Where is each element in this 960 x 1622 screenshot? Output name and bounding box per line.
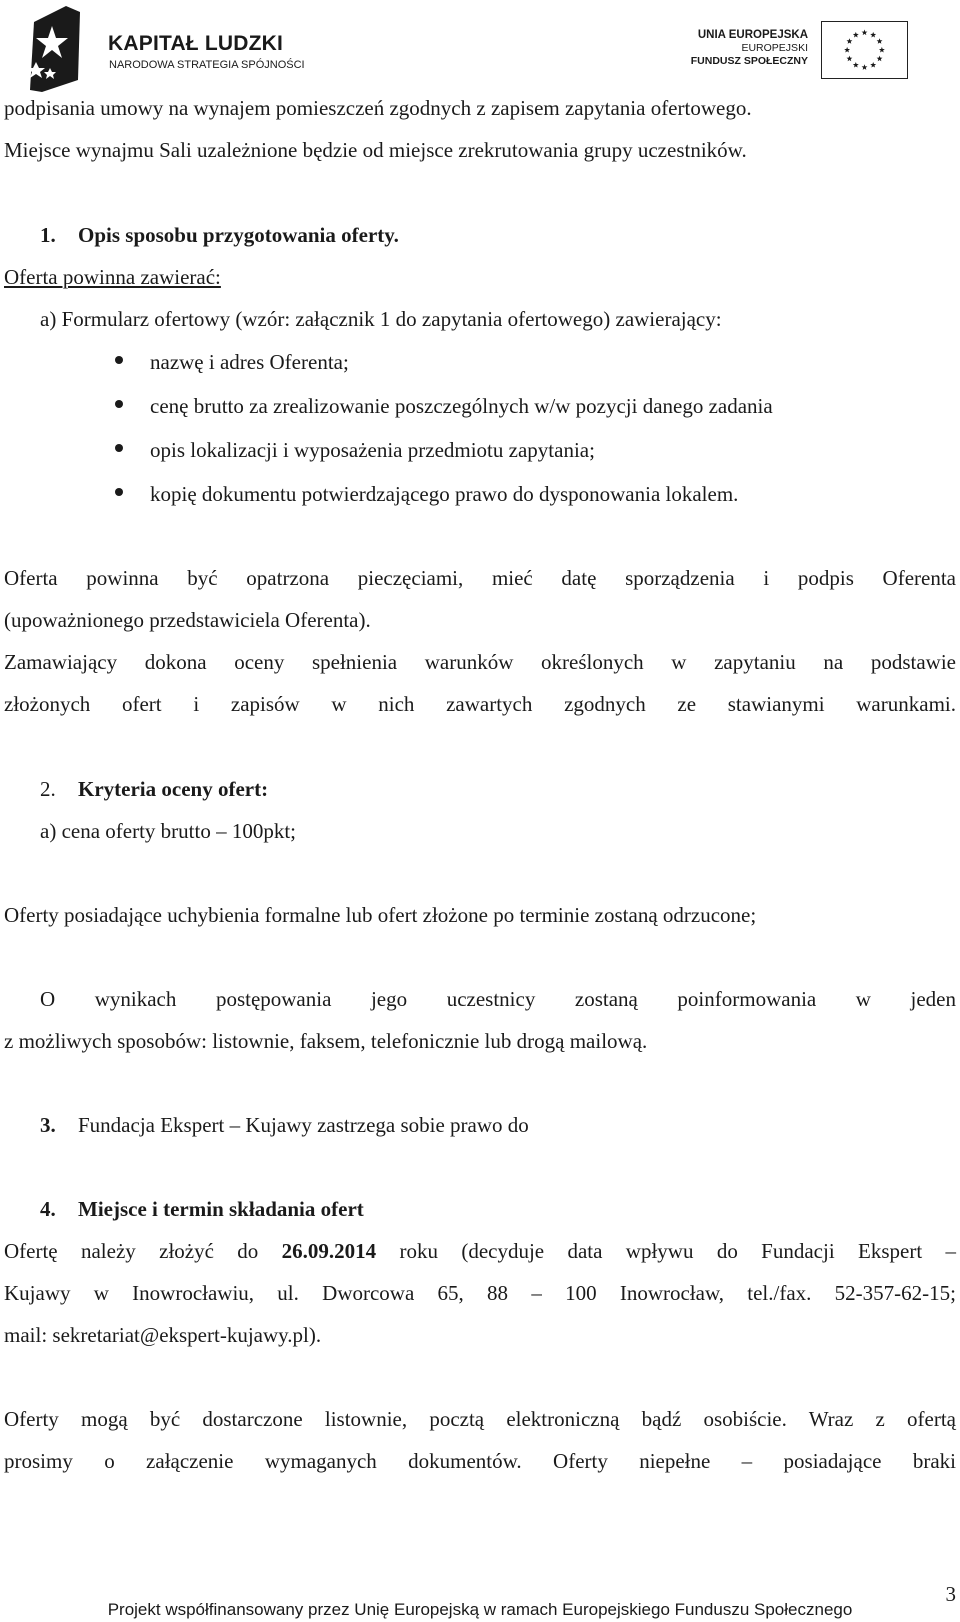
eu-star-icon: [879, 47, 885, 53]
section-1-title: Opis sposobu przygotowania oferty.: [78, 223, 399, 247]
eu-star-icon: [853, 32, 859, 38]
list-item: cenę brutto za zrealizowanie poszczególnych w/w pozycji danego zadania: [150, 394, 773, 418]
eu-logo-text: [691, 28, 808, 68]
page-footer: Projekt współfinansowany przez Unię Europejską w ramach Europejskiego Funduszu Społecznego: [107, 1600, 853, 1619]
section-1-subheading-text: Oferta powinna zawierać:: [4, 265, 221, 289]
paragraph-4-line-1: O wynikach postępowania jego uczestnicy zostaną poinformowania w jeden: [40, 987, 956, 1011]
section-4-heading: [40, 1195, 956, 1223]
paragraph-6-line-1: Oferty mogą być dostarczone listownie, pocztą elektroniczną bądź osobiście. Wraz z ofertą: [4, 1407, 956, 1431]
eu-star-icon: [870, 62, 876, 68]
eu-star-icon: [844, 47, 850, 53]
paragraph-1-line-2: (upoważnionego przedstawiciela Oferenta).: [4, 608, 371, 632]
section-3: [40, 1111, 956, 1139]
bullet-dot: [115, 488, 123, 496]
bullet-dot: [115, 356, 123, 364]
eu-star-icon: [877, 38, 883, 44]
section-2-item-a: a) cena oferty brutto – 100pkt;: [40, 819, 296, 843]
section-4-title: Miejsce i termin składania ofert: [78, 1197, 364, 1221]
logo-title: KAPITAŁ LUDZKI: [108, 32, 284, 55]
paragraph-5-pre: Ofertę należy złożyć do: [4, 1239, 259, 1263]
paragraph-3: Oferty posiadające uchybienia formalne lub ofert złożone po terminie zostaną odrzucone;: [4, 903, 757, 927]
paragraph-5-line-1: [4, 1237, 956, 1265]
paragraph-6-line-2: prosimy o załączenie wymaganych dokumentów. Oferty niepełne – posiadające braki: [4, 1449, 956, 1473]
section-1-subheading: [4, 263, 956, 291]
eu-star-icon: [877, 56, 883, 62]
page-number: 3: [945, 1582, 956, 1606]
paragraph-5-post: roku (decyduje data wpływu do Fundacji Ekspert –: [399, 1239, 957, 1263]
logo-subtitle: NARODOWA STRATEGIA SPÓJNOŚCI: [109, 59, 305, 71]
section-3-text: Fundacja Ekspert – Kujawy zastrzega sobie prawo do: [78, 1113, 529, 1137]
deadline-date: 26.09.2014: [281, 1239, 377, 1263]
section-2-title: Kryteria oceny ofert:: [78, 777, 269, 801]
list-item: kopię dokumentu potwierdzającego prawo do dysponowania lokalem.: [150, 482, 739, 506]
eu-star-icon: [847, 56, 853, 62]
eu-star-icon: [862, 30, 868, 36]
intro-line-1: podpisania umowy na wynajem pomieszczeń zgodnych z zapisem zapytania ofertowego.: [4, 96, 752, 120]
eu-line-1: UNIA EUROPEJSKA: [697, 29, 808, 41]
section-1-number: 1.: [40, 223, 56, 247]
page-header: [0, 0, 960, 96]
list-item: opis lokalizacji i wyposażenia przedmiotu zapytania;: [150, 438, 595, 462]
bullet-dot: [115, 400, 123, 408]
paragraph-4-line-2: z możliwych sposobów: listownie, faksem, telefonicznie lub drogą mailową.: [4, 1029, 648, 1053]
eu-star-icon: [862, 64, 868, 70]
eu-star-icon: [853, 62, 859, 68]
section-2-number: 2.: [40, 777, 56, 801]
section-3-number: 3.: [40, 1113, 56, 1137]
paragraph-1-line-1: Oferta powinna być opatrzona pieczęciami, mieć datę sporządzenia i podpis Oferenta: [4, 566, 956, 590]
paragraph-2-line-1: Zamawiający dokona oceny spełnienia warunków określonych w zapytaniu na podstawie: [4, 650, 956, 674]
eu-flag-icon: [821, 21, 908, 79]
section-2-heading: [40, 775, 956, 803]
eu-star-icon: [870, 32, 876, 38]
bullet-dot: [115, 444, 123, 452]
paragraph-5-line-2: Kujawy w Inowrocławiu, ul. Dworcowa 65, 88 – 100 Inowrocław, tel./fax. 52-357-62-15;: [4, 1281, 956, 1305]
section-4-number: 4.: [40, 1197, 56, 1221]
paragraph-2-line-2: złożonych ofert i zapisów w nich zawartych zgodnych ze stawianymi warunkami.: [4, 692, 956, 716]
list-item: nazwę i adres Oferenta;: [150, 350, 349, 374]
kapital-ludzki-logo-icon: [22, 4, 84, 92]
eu-star-icon: [847, 38, 853, 44]
intro-line-2: Miejsce wynajmu Sali uzależnione będzie od miejsce zrekrutowania grupy uczestników.: [4, 138, 747, 162]
eu-line-3: FUNDUSZ SPOŁECZNY: [690, 55, 808, 67]
paragraph-5-line-3: mail: sekretariat@ekspert-kujawy.pl).: [4, 1323, 322, 1347]
section-1-heading: [40, 221, 956, 249]
item-a: a) Formularz ofertowy (wzór: załącznik 1 do zapytania ofertowego) zawierający:: [40, 307, 722, 331]
eu-line-2: EUROPEJSKI: [741, 42, 808, 54]
